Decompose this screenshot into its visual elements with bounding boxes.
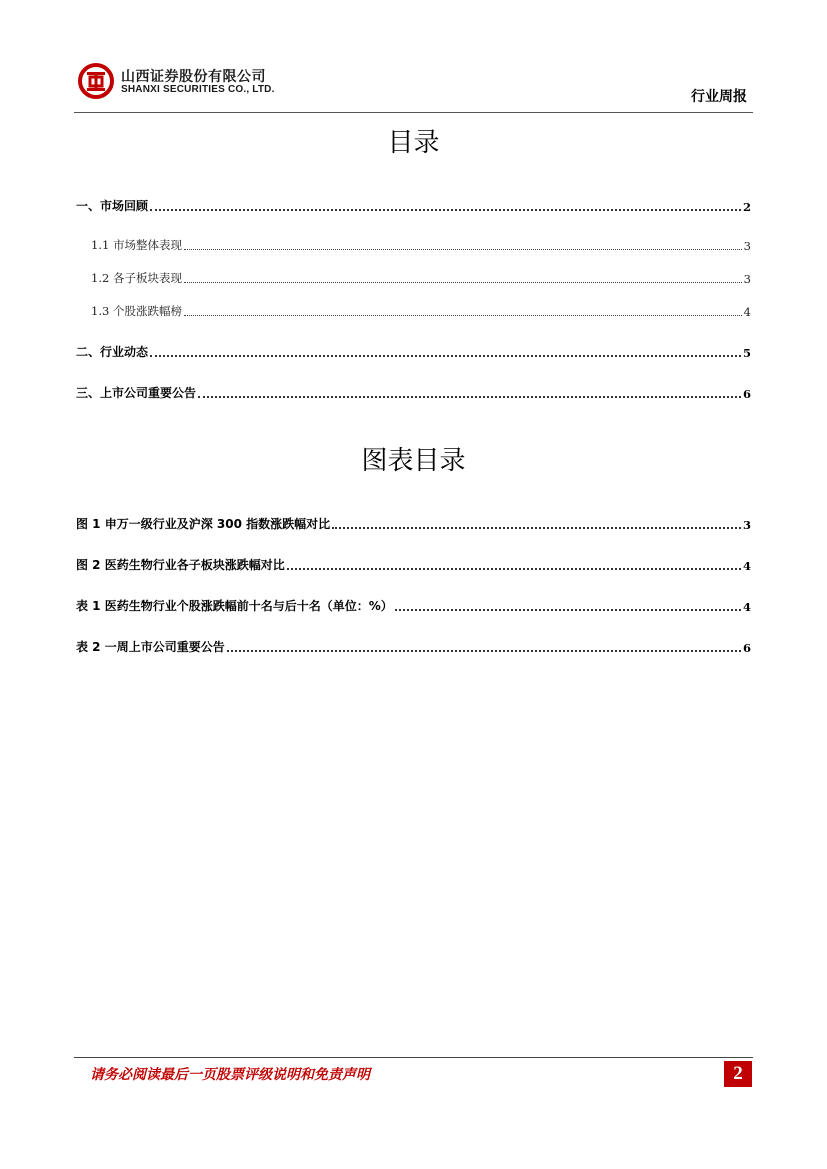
figure-entry-1[interactable]: [76, 516, 751, 532]
toc-entry-text: 一、市场回顾: [76, 199, 149, 213]
footer-divider: [74, 1057, 753, 1058]
toc-leader: [227, 650, 741, 652]
toc-leader: [198, 396, 741, 398]
toc-entry-text: 1.3 个股涨跌幅榜: [91, 304, 182, 318]
toc-entry-page: 2: [742, 200, 751, 214]
table-entry-text: 表 1 医药生物行业个股涨跌幅前十名与后十名（单位：%）: [76, 599, 393, 613]
report-type: 行业周报: [691, 89, 747, 105]
toc-entry-text: 1.2 各子板块表现: [91, 271, 182, 285]
toc-entry-page: 3: [743, 272, 751, 286]
company-name-en: SHANXI SECURITIES CO., LTD.: [121, 84, 275, 95]
toc-leader: [332, 527, 741, 529]
toc-leader: [150, 209, 741, 211]
toc-leader: [150, 355, 741, 357]
figure-entry-page: 3: [742, 518, 751, 532]
toc-leader: [184, 315, 742, 316]
toc-entry-industry-news[interactable]: [76, 344, 751, 360]
toc-entry-company-announcements[interactable]: [76, 385, 751, 401]
table-entry-text: 表 2 一周上市公司重要公告: [76, 640, 225, 654]
figure-entry-page: 4: [742, 559, 751, 573]
toc-entry-overall-market[interactable]: [76, 237, 751, 253]
table-entry-1[interactable]: [76, 598, 751, 614]
toc-entry-page: 6: [742, 387, 751, 401]
toc-entry-text: 1.1 市场整体表现: [91, 238, 182, 252]
toc-entry-text: 二、行业动态: [76, 345, 149, 359]
toc-title: 目录: [387, 128, 440, 158]
toc-entry-page: 3: [743, 239, 751, 253]
toc-entry-page: 4: [743, 305, 751, 319]
toc-entry-page: 5: [742, 346, 751, 360]
shanxi-securities-logo-icon: [78, 63, 114, 99]
figure-entry-2[interactable]: [76, 557, 751, 573]
table-entry-page: 4: [742, 600, 751, 614]
figure-list-title: 图表目录: [361, 446, 466, 476]
toc-leader: [184, 249, 742, 250]
figure-entry-text: 图 2 医药生物行业各子板块涨跌幅对比: [76, 558, 285, 572]
header-divider: [74, 112, 753, 113]
company-name-cn: 山西证券股份有限公司: [121, 69, 266, 85]
toc-entry-sub-sectors[interactable]: [76, 270, 751, 286]
page-number: 2: [724, 1061, 752, 1087]
table-entry-2[interactable]: [76, 639, 751, 655]
toc-leader: [287, 568, 741, 570]
toc-entry-market-review[interactable]: [76, 198, 751, 214]
toc-entry-text: 三、上市公司重要公告: [76, 386, 197, 400]
toc-leader: [184, 282, 742, 283]
toc-leader: [395, 609, 741, 611]
footer-disclaimer: 请务必阅读最后一页股票评级说明和免责声明: [90, 1067, 370, 1083]
table-entry-page: 6: [742, 641, 751, 655]
figure-entry-text: 图 1 申万一级行业及沪深 300 指数涨跌幅对比: [76, 517, 331, 531]
toc-entry-stock-ranking[interactable]: [76, 303, 751, 319]
